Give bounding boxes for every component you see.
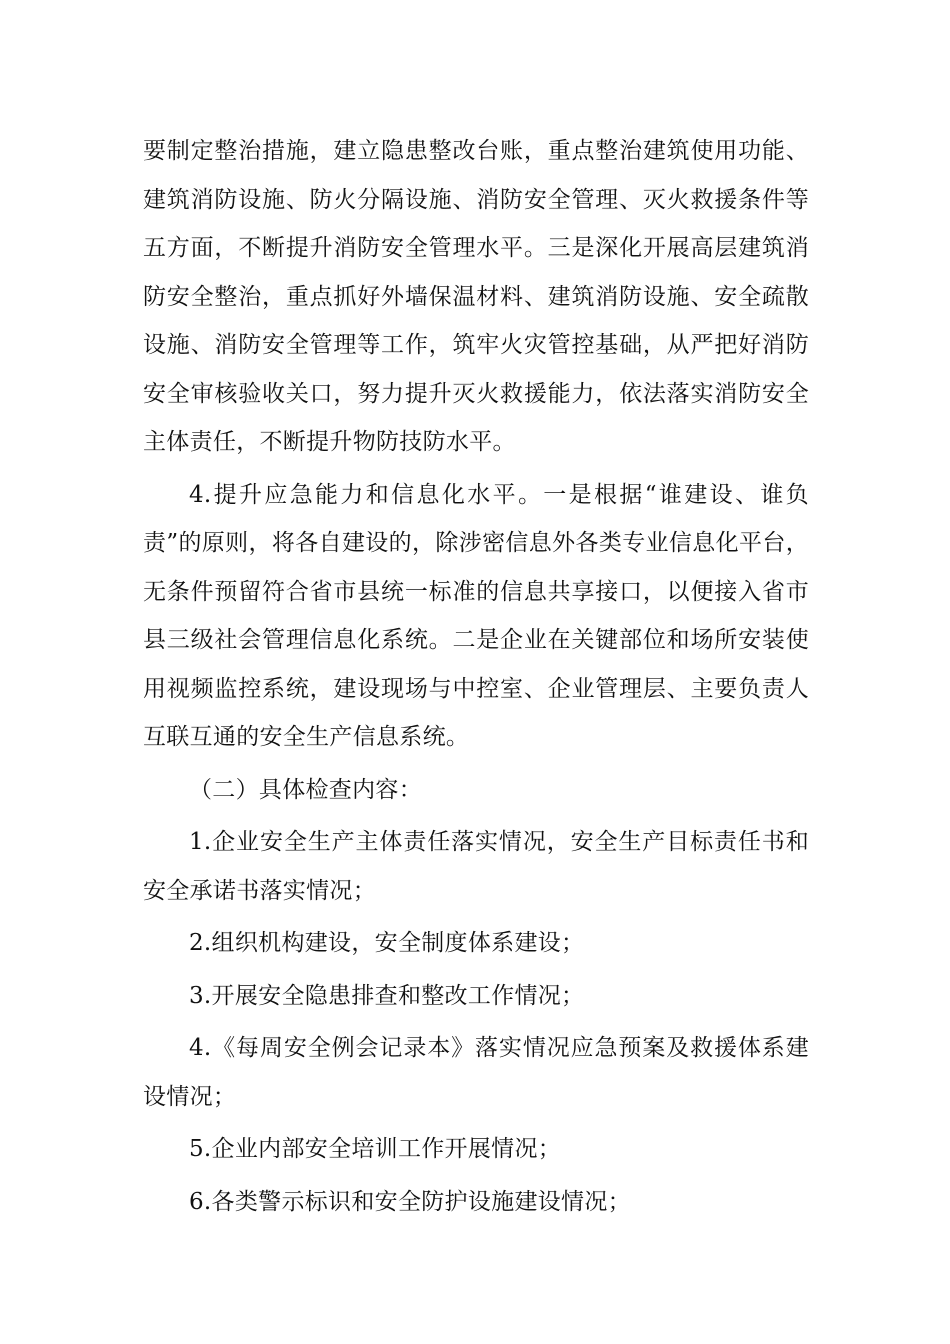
inspection-item-4: 4.《每周安全例会记录本》落实情况应急预案及救援体系建设情况； bbox=[143, 1035, 809, 1110]
inspection-item-6: 6.各类警示标识和安全防护设施建设情况； bbox=[189, 1188, 631, 1215]
document-body bbox=[143, 127, 809, 1226]
section-heading-inspection: （二）具体检查内容： bbox=[189, 776, 422, 803]
paragraph-item-4-emergency: 4.提升应急能力和信息化水平。一是根据“谁建设、谁负责”的原则，将各自建设的，除涉密信息外各类专业信息化平台，无条件预留符合省市县统一标准的信息共享接口，以便接入省市县三级社会管理信息化系统。二是企业在关键部位和场所安装使用视频监控系统，建设现场与中控室、企业管理层、主要负责人互联互通的安全生产信息系统。 bbox=[143, 481, 809, 750]
paragraph-continuation: 要制定整治措施，建立隐患整改台账，重点整治建筑使用功能、建筑消防设施、防火分隔设施、消防安全管理、灭火救援条件等五方面，不断提升消防安全管理水平。三是深化开展高层建筑消防安全整治，重点抓好外墙保温材料、建筑消防设施、安全疏散设施、消防安全管理等工作，筑牢火灾管控基础，从严把好消防安全审核验收关口，努力提升灭火救援能力，依法落实消防安全主体责任，不断提升物防技防水平。 bbox=[143, 138, 809, 455]
inspection-item-1: 1.企业安全生产主体责任落实情况，安全生产目标责任书和安全承诺书落实情况； bbox=[143, 829, 809, 904]
inspection-item-3: 3.开展安全隐患排查和整改工作情况； bbox=[189, 982, 585, 1009]
inspection-item-2: 2.组织机构建设，安全制度体系建设； bbox=[189, 930, 585, 956]
inspection-item-5: 5.企业内部安全培训工作开展情况； bbox=[189, 1136, 562, 1162]
